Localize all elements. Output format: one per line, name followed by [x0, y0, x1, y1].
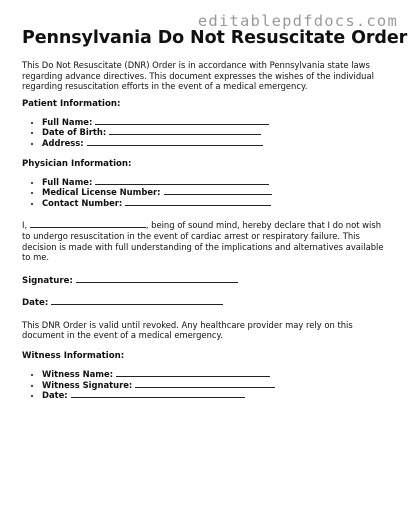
patient-address-line[interactable]: [87, 138, 263, 146]
dnr-document: [22, 28, 408, 401]
physician-license-item: [42, 187, 392, 198]
physician-contact-label: Contact Number:: [42, 197, 123, 208]
patient-full-name-label: Full Name:: [42, 116, 93, 127]
patient-dob-label: Date of Birth:: [42, 127, 107, 138]
patient-dob-item: [42, 127, 392, 138]
patient-section-heading: Patient Information:: [22, 98, 121, 109]
witness-date-label: Date:: [42, 390, 68, 401]
declarant-name-line[interactable]: [30, 220, 146, 228]
witness-name-label: Witness Name:: [42, 368, 114, 379]
physician-contact-item: [42, 198, 392, 209]
validity-paragraph: This DNR Order is valid until revoked. Any healthcare provider may rely on this document in the event of a medical emergency.: [22, 319, 353, 341]
patient-full-name-item: [42, 117, 392, 128]
signature-label: Signature:: [22, 275, 73, 286]
date-label: Date:: [22, 297, 49, 308]
physician-license-label: Medical License Number:: [42, 187, 161, 198]
patient-address-label: Address:: [42, 137, 84, 148]
date-line[interactable]: [51, 297, 223, 305]
physician-full-name-label: Full Name:: [42, 176, 93, 187]
declaration-paragraph: [22, 220, 392, 262]
witness-signature-line[interactable]: [135, 380, 275, 388]
witness-section-heading: Witness Information:: [22, 350, 125, 361]
witness-date-item: [42, 390, 392, 401]
signature-line[interactable]: [76, 275, 238, 283]
date-row: [22, 297, 392, 308]
witness-fields-list: [22, 369, 392, 401]
witness-signature-item: [42, 380, 392, 391]
document-title: Pennsylvania Do Not Resuscitate Order: [22, 28, 408, 48]
witness-signature-label: Witness Signature:: [42, 379, 133, 390]
patient-dob-line[interactable]: [109, 127, 261, 135]
witness-name-line[interactable]: [116, 369, 270, 377]
patient-fields-list: [22, 117, 392, 149]
physician-full-name-item: [42, 177, 392, 188]
physician-fields-list: [22, 177, 392, 209]
physician-full-name-line[interactable]: [95, 177, 269, 185]
witness-date-line[interactable]: [71, 390, 245, 398]
declaration-text: , being of sound mind, hereby declare that I do not wish to undergo resuscitation in the event of cardiac arrest or respiratory failure. This decision is made with full understanding of the implications and alternatives available to me.: [22, 220, 384, 263]
declaration-prefix: I,: [22, 220, 28, 231]
patient-full-name-line[interactable]: [95, 117, 269, 125]
witness-name-item: [42, 369, 392, 380]
physician-license-line[interactable]: [164, 187, 272, 195]
signature-row: [22, 275, 392, 286]
patient-address-item: [42, 138, 392, 149]
intro-paragraph: This Do Not Resuscitate (DNR) Order is in accordance with Pennsylvania state laws regarding advance directives. This document expresses the wishes of the individual regarding resuscitation efforts in the event of a medical emergency.: [22, 60, 374, 92]
physician-contact-line[interactable]: [125, 198, 271, 206]
physician-section-heading: Physician Information:: [22, 158, 132, 169]
site-watermark: editablepdfdocs.com: [197, 12, 398, 30]
